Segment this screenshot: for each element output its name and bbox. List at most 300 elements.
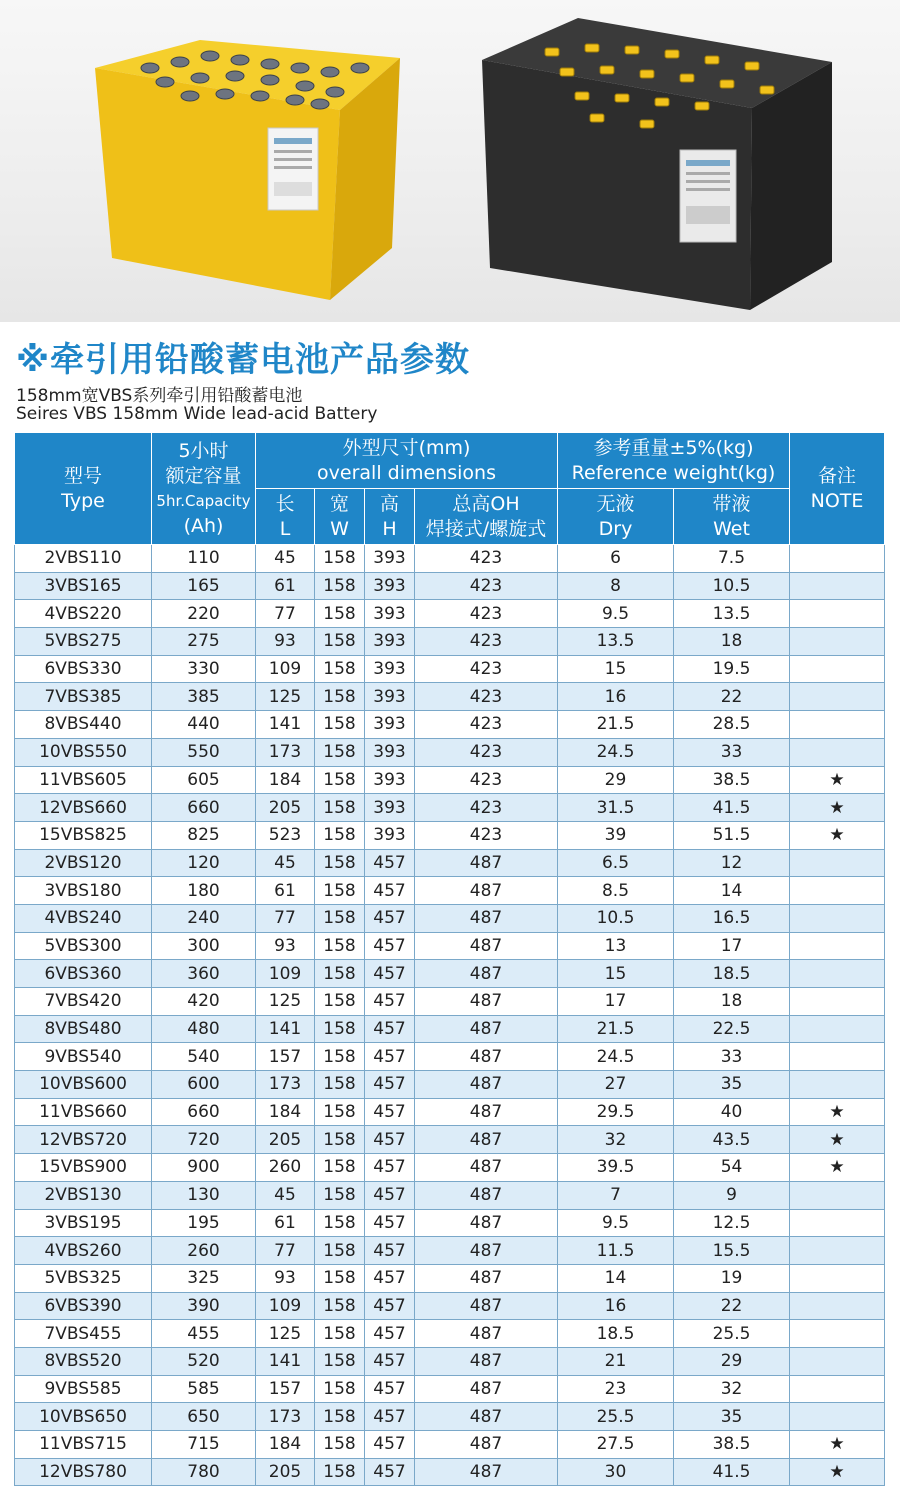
note-cell [790,655,885,683]
capacity-cell: 520 [152,1347,256,1375]
capacity-header-unit: (Ah) [183,514,224,537]
dry-weight-cell: 21.5 [558,1015,674,1043]
wet-weight-header-cn: 带液 [712,492,751,515]
note-cell: ★ [790,1098,885,1126]
note-cell [790,904,885,932]
note-cell [790,683,885,711]
table-row [15,1098,885,1126]
wet-weight-cell: 7.5 [674,545,790,573]
overall-height-cell: 487 [415,1458,558,1486]
width-cell: 158 [315,683,365,711]
height-cell: 457 [365,1292,415,1320]
length-cell: 109 [256,960,315,988]
subtitle-cn: 158mm宽VBS系列牵引用铅酸蓄电池 [16,386,303,406]
height-header-en: H [382,517,397,540]
type-cell: 7VBS385 [15,683,152,711]
width-header [315,489,365,545]
dry-weight-cell: 24.5 [558,1043,674,1071]
length-cell: 141 [256,711,315,739]
dry-weight-cell: 31.5 [558,794,674,822]
overall-height-cell: 487 [415,1154,558,1182]
wet-weight-cell: 22.5 [674,1015,790,1043]
overall-height-cell: 487 [415,1181,558,1209]
type-cell: 15VBS825 [15,821,152,849]
capacity-cell: 275 [152,628,256,656]
height-cell: 457 [365,904,415,932]
type-cell: 11VBS715 [15,1431,152,1459]
width-cell: 158 [315,572,365,600]
note-cell: ★ [790,766,885,794]
type-cell: 8VBS520 [15,1347,152,1375]
height-cell: 457 [365,1209,415,1237]
type-cell: 8VBS480 [15,1015,152,1043]
note-cell: ★ [790,1431,885,1459]
dry-weight-cell: 9.5 [558,600,674,628]
overall-height-cell: 487 [415,1071,558,1099]
type-cell: 12VBS660 [15,794,152,822]
battery-spec-table [14,432,885,1486]
height-cell: 393 [365,572,415,600]
capacity-cell: 390 [152,1292,256,1320]
overall-height-cell: 487 [415,932,558,960]
length-cell: 173 [256,1403,315,1431]
capacity-cell: 650 [152,1403,256,1431]
table-row [15,600,885,628]
table-row [15,877,885,905]
dry-weight-cell: 39 [558,821,674,849]
overall-height-cell: 487 [415,1347,558,1375]
note-cell [790,545,885,573]
length-header-en: L [279,517,291,540]
height-cell: 457 [365,932,415,960]
length-cell: 93 [256,628,315,656]
length-cell: 141 [256,1015,315,1043]
length-cell: 125 [256,988,315,1016]
dry-weight-cell: 39.5 [558,1154,674,1182]
wet-weight-cell: 12 [674,849,790,877]
wet-weight-cell: 12.5 [674,1209,790,1237]
height-cell: 457 [365,1264,415,1292]
height-cell: 457 [365,1154,415,1182]
dry-weight-header [558,489,674,545]
length-header [256,489,315,545]
length-cell: 77 [256,600,315,628]
note-cell: ★ [790,1458,885,1486]
type-cell: 4VBS260 [15,1237,152,1265]
width-cell: 158 [315,1320,365,1348]
type-header [15,433,152,545]
note-cell [790,1292,885,1320]
overall-height-cell: 487 [415,1043,558,1071]
width-cell: 158 [315,932,365,960]
subtitle-en: Seires VBS 158mm Wide lead-acid Battery [16,404,378,424]
width-cell: 158 [315,1209,365,1237]
height-cell: 457 [365,1098,415,1126]
capacity-cell: 825 [152,821,256,849]
type-cell: 4VBS220 [15,600,152,628]
table-row [15,1458,885,1486]
width-cell: 158 [315,1264,365,1292]
wet-weight-cell: 17 [674,932,790,960]
overall-height-cell: 487 [415,904,558,932]
height-cell: 393 [365,738,415,766]
wet-weight-cell: 41.5 [674,1458,790,1486]
note-cell [790,932,885,960]
table-row [15,849,885,877]
length-cell: 205 [256,1458,315,1486]
wet-weight-cell: 33 [674,738,790,766]
height-cell: 457 [365,1347,415,1375]
wet-weight-header [674,489,790,545]
width-cell: 158 [315,738,365,766]
capacity-header-cn2: 额定容量 [165,464,242,487]
length-cell: 173 [256,1071,315,1099]
height-cell: 457 [365,988,415,1016]
width-header-cn: 宽 [329,492,349,515]
type-cell: 3VBS195 [15,1209,152,1237]
table-row [15,794,885,822]
dry-weight-cell: 13.5 [558,628,674,656]
overall-height-cell: 423 [415,572,558,600]
height-cell: 393 [365,655,415,683]
type-cell: 7VBS420 [15,988,152,1016]
wet-weight-cell: 18 [674,988,790,1016]
overall-height-cell: 423 [415,738,558,766]
table-row [15,904,885,932]
width-cell: 158 [315,1237,365,1265]
overall-height-cell: 487 [415,1209,558,1237]
table-row [15,1237,885,1265]
dry-weight-cell: 11.5 [558,1237,674,1265]
dimensions-header [256,433,558,489]
capacity-cell: 440 [152,711,256,739]
note-cell [790,1071,885,1099]
type-cell: 2VBS120 [15,849,152,877]
length-cell: 125 [256,683,315,711]
length-cell: 173 [256,738,315,766]
type-header-en: Type [61,489,105,512]
height-cell: 457 [365,1403,415,1431]
wet-weight-cell: 28.5 [674,711,790,739]
table-row [15,1431,885,1459]
wet-weight-cell: 10.5 [674,572,790,600]
table-header [15,433,885,545]
width-cell: 158 [315,1403,365,1431]
overall-height-cell: 487 [415,1126,558,1154]
note-cell: ★ [790,794,885,822]
height-cell: 393 [365,545,415,573]
capacity-cell: 330 [152,655,256,683]
dry-weight-cell: 24.5 [558,738,674,766]
height-cell: 393 [365,600,415,628]
type-cell: 10VBS600 [15,1071,152,1099]
wet-weight-cell: 14 [674,877,790,905]
capacity-cell: 455 [152,1320,256,1348]
height-cell: 393 [365,794,415,822]
type-cell: 8VBS440 [15,711,152,739]
note-cell [790,1320,885,1348]
table-row [15,1347,885,1375]
dry-weight-cell: 10.5 [558,904,674,932]
width-cell: 158 [315,1154,365,1182]
wet-weight-cell: 19 [674,1264,790,1292]
type-cell: 9VBS540 [15,1043,152,1071]
overall-height-header-sub: 焊接式/螺旋式 [425,517,547,540]
dry-weight-cell: 14 [558,1264,674,1292]
height-cell: 393 [365,766,415,794]
note-cell [790,1043,885,1071]
table-row [15,766,885,794]
capacity-cell: 180 [152,877,256,905]
weight-header [558,433,790,489]
dry-weight-cell: 27.5 [558,1431,674,1459]
width-cell: 158 [315,1126,365,1154]
overall-height-cell: 423 [415,711,558,739]
height-cell: 457 [365,1431,415,1459]
width-cell: 158 [315,766,365,794]
capacity-cell: 780 [152,1458,256,1486]
table-row [15,738,885,766]
type-cell: 2VBS110 [15,545,152,573]
height-cell: 457 [365,1043,415,1071]
height-cell: 457 [365,1126,415,1154]
height-cell: 457 [365,1375,415,1403]
table-row [15,1071,885,1099]
height-cell: 457 [365,1071,415,1099]
table-row [15,1292,885,1320]
table-row [15,1043,885,1071]
table-row [15,711,885,739]
capacity-cell: 720 [152,1126,256,1154]
note-cell [790,572,885,600]
height-cell: 393 [365,821,415,849]
length-cell: 260 [256,1154,315,1182]
wet-weight-cell: 9 [674,1181,790,1209]
table-row [15,1126,885,1154]
overall-height-cell: 487 [415,1431,558,1459]
type-cell: 7VBS455 [15,1320,152,1348]
overall-height-cell: 423 [415,655,558,683]
dry-weight-cell: 27 [558,1071,674,1099]
wet-weight-cell: 13.5 [674,600,790,628]
dry-weight-cell: 23 [558,1375,674,1403]
capacity-cell: 325 [152,1264,256,1292]
dry-weight-cell: 29.5 [558,1098,674,1126]
dry-weight-cell: 9.5 [558,1209,674,1237]
type-cell: 9VBS585 [15,1375,152,1403]
capacity-header [152,433,256,545]
width-cell: 158 [315,1375,365,1403]
type-cell: 10VBS550 [15,738,152,766]
note-header-en: NOTE [810,489,864,512]
height-cell: 393 [365,711,415,739]
table-row [15,960,885,988]
overall-height-cell: 487 [415,1015,558,1043]
note-cell [790,1015,885,1043]
length-cell: 61 [256,572,315,600]
wet-weight-cell: 33 [674,1043,790,1071]
type-cell: 2VBS130 [15,1181,152,1209]
capacity-cell: 110 [152,545,256,573]
length-cell: 45 [256,545,315,573]
table-row [15,1209,885,1237]
length-cell: 109 [256,655,315,683]
note-cell [790,738,885,766]
dry-weight-cell: 15 [558,655,674,683]
width-cell: 158 [315,877,365,905]
capacity-header-en: 5hr.Capacity [156,491,251,510]
note-cell: ★ [790,1126,885,1154]
capacity-cell: 260 [152,1237,256,1265]
length-cell: 184 [256,1098,315,1126]
overall-height-cell: 487 [415,1264,558,1292]
dry-weight-cell: 13 [558,932,674,960]
overall-height-cell: 487 [415,1292,558,1320]
capacity-cell: 550 [152,738,256,766]
width-cell: 158 [315,849,365,877]
capacity-cell: 715 [152,1431,256,1459]
length-cell: 205 [256,1126,315,1154]
width-cell: 158 [315,1292,365,1320]
width-cell: 158 [315,1043,365,1071]
height-cell: 457 [365,1237,415,1265]
dry-weight-cell: 30 [558,1458,674,1486]
length-cell: 45 [256,1181,315,1209]
capacity-cell: 240 [152,904,256,932]
wet-weight-cell: 41.5 [674,794,790,822]
width-cell: 158 [315,628,365,656]
length-cell: 125 [256,1320,315,1348]
dry-weight-cell: 29 [558,766,674,794]
width-cell: 158 [315,988,365,1016]
overall-height-cell: 423 [415,600,558,628]
dimensions-header-cn: 外型尺寸(mm) [342,436,471,459]
wet-weight-cell: 35 [674,1403,790,1431]
length-cell: 141 [256,1347,315,1375]
height-cell: 457 [365,960,415,988]
table-row [15,821,885,849]
capacity-cell: 660 [152,794,256,822]
note-cell: ★ [790,821,885,849]
width-cell: 158 [315,1181,365,1209]
dry-weight-cell: 6.5 [558,849,674,877]
width-cell: 158 [315,1015,365,1043]
type-cell: 3VBS165 [15,572,152,600]
type-cell: 6VBS360 [15,960,152,988]
length-cell: 205 [256,794,315,822]
overall-height-cell: 423 [415,683,558,711]
dry-weight-header-cn: 无液 [596,492,635,515]
height-cell: 457 [365,877,415,905]
length-cell: 184 [256,1431,315,1459]
height-cell: 393 [365,683,415,711]
length-cell: 93 [256,932,315,960]
overall-height-cell: 423 [415,794,558,822]
dry-weight-cell: 7 [558,1181,674,1209]
length-cell: 184 [256,766,315,794]
dry-weight-cell: 16 [558,1292,674,1320]
overall-height-cell: 423 [415,766,558,794]
capacity-cell: 385 [152,683,256,711]
length-cell: 157 [256,1043,315,1071]
overall-height-cell: 487 [415,1375,558,1403]
note-cell [790,877,885,905]
type-cell: 5VBS300 [15,932,152,960]
dry-weight-cell: 21 [558,1347,674,1375]
wet-weight-cell: 18.5 [674,960,790,988]
dry-weight-cell: 21.5 [558,711,674,739]
capacity-cell: 195 [152,1209,256,1237]
wet-weight-cell: 38.5 [674,1431,790,1459]
height-header [365,489,415,545]
overall-height-cell: 487 [415,849,558,877]
table-row [15,932,885,960]
capacity-cell: 600 [152,1071,256,1099]
type-cell: 6VBS390 [15,1292,152,1320]
type-cell: 11VBS660 [15,1098,152,1126]
height-cell: 457 [365,849,415,877]
capacity-cell: 130 [152,1181,256,1209]
wet-weight-cell: 51.5 [674,821,790,849]
note-cell [790,960,885,988]
capacity-header-cn1: 5小时 [178,439,229,462]
type-cell: 4VBS240 [15,904,152,932]
table-row [15,1320,885,1348]
note-cell [790,988,885,1016]
width-cell: 158 [315,545,365,573]
overall-height-cell: 423 [415,545,558,573]
length-cell: 45 [256,849,315,877]
dry-weight-cell: 6 [558,545,674,573]
type-cell: 11VBS605 [15,766,152,794]
width-cell: 158 [315,1098,365,1126]
dry-weight-cell: 8.5 [558,877,674,905]
weight-header-cn: 参考重量±5%(kg) [593,436,754,459]
width-cell: 158 [315,904,365,932]
dry-weight-cell: 15 [558,960,674,988]
table-row [15,1181,885,1209]
width-cell: 158 [315,1431,365,1459]
length-cell: 109 [256,1292,315,1320]
type-cell: 5VBS275 [15,628,152,656]
note-cell [790,1264,885,1292]
length-cell: 77 [256,904,315,932]
overall-height-cell: 487 [415,877,558,905]
note-cell [790,628,885,656]
page-heading: ※牵引用铅酸蓄电池产品参数 [16,340,471,380]
weight-header-en: Reference weight(kg) [571,461,776,484]
capacity-cell: 900 [152,1154,256,1182]
note-cell [790,1403,885,1431]
table-row [15,572,885,600]
table-row [15,988,885,1016]
wet-weight-cell: 32 [674,1375,790,1403]
length-cell: 77 [256,1237,315,1265]
height-cell: 457 [365,1458,415,1486]
capacity-cell: 585 [152,1375,256,1403]
type-header-cn: 型号 [63,464,102,487]
wet-weight-cell: 16.5 [674,904,790,932]
overall-height-header-cn: 总高OH [452,492,520,515]
table-row [15,1375,885,1403]
wet-weight-header-en: Wet [713,517,750,540]
type-cell: 12VBS720 [15,1126,152,1154]
dry-weight-cell: 8 [558,572,674,600]
dry-weight-cell: 32 [558,1126,674,1154]
capacity-cell: 605 [152,766,256,794]
note-header-cn: 备注 [818,464,857,487]
table-row [15,1015,885,1043]
